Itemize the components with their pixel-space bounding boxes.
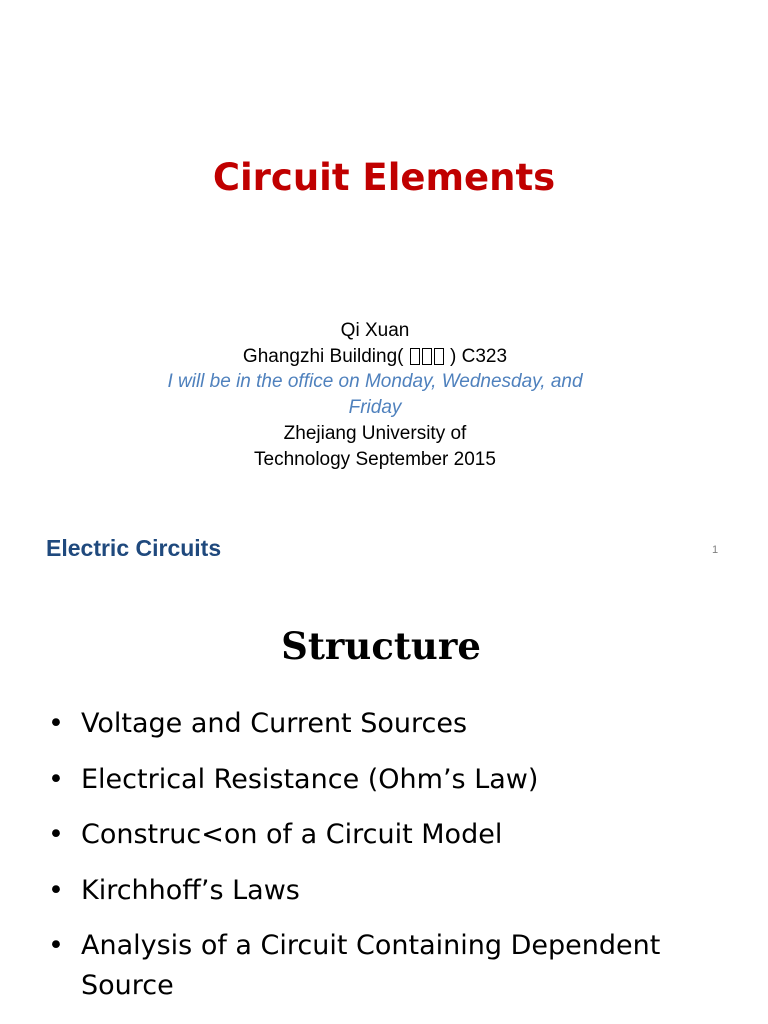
topic-list bbox=[48, 704, 708, 1022]
bullet-icon: • bbox=[48, 708, 64, 739]
list-item bbox=[48, 704, 708, 744]
page-number: 1 bbox=[712, 544, 719, 556]
office-location bbox=[110, 344, 640, 370]
author-name: Qi Xuan bbox=[340, 320, 410, 341]
list-item bbox=[48, 871, 708, 911]
list-item-text: Analysis of a Circuit Containing Dependent Source bbox=[81, 930, 661, 1001]
list-item-text: Electrical Resistance (Ohm’s Law) bbox=[81, 763, 539, 795]
bullet-icon: • bbox=[48, 930, 64, 961]
university-line-1: Zhejiang University of bbox=[283, 422, 467, 444]
bullet-icon: • bbox=[48, 874, 64, 906]
bullet-icon: • bbox=[48, 819, 64, 850]
list-item-text: Kirchhoff’s Laws bbox=[81, 874, 300, 906]
list-item-text: Voltage and Current Sources bbox=[81, 708, 468, 739]
missing-glyph-icon bbox=[422, 348, 432, 365]
list-item bbox=[48, 926, 708, 1006]
building-prefix: Ghangzhi Building( bbox=[242, 345, 404, 367]
structure-slide bbox=[0, 580, 768, 1024]
university-line-2: Technology September 2015 bbox=[254, 448, 496, 470]
missing-glyph-icon bbox=[410, 348, 420, 365]
course-footer-title: Electric Circuits bbox=[46, 535, 222, 561]
list-item-text: Construc<on of a Circuit Model bbox=[81, 819, 503, 850]
list-item bbox=[48, 815, 708, 855]
bullet-icon: • bbox=[48, 763, 64, 795]
office-hours-line-1: I will be in the office on Monday, Wednesday, and bbox=[167, 371, 583, 393]
author-info bbox=[110, 318, 640, 472]
list-item bbox=[48, 760, 708, 800]
building-suffix: ) C323 bbox=[450, 345, 508, 367]
missing-glyph-icon bbox=[434, 348, 444, 365]
slide-title: Circuit Elements bbox=[212, 156, 556, 199]
office-hours-line-2: Friday bbox=[348, 397, 402, 419]
slide-heading: Structure bbox=[281, 624, 481, 668]
